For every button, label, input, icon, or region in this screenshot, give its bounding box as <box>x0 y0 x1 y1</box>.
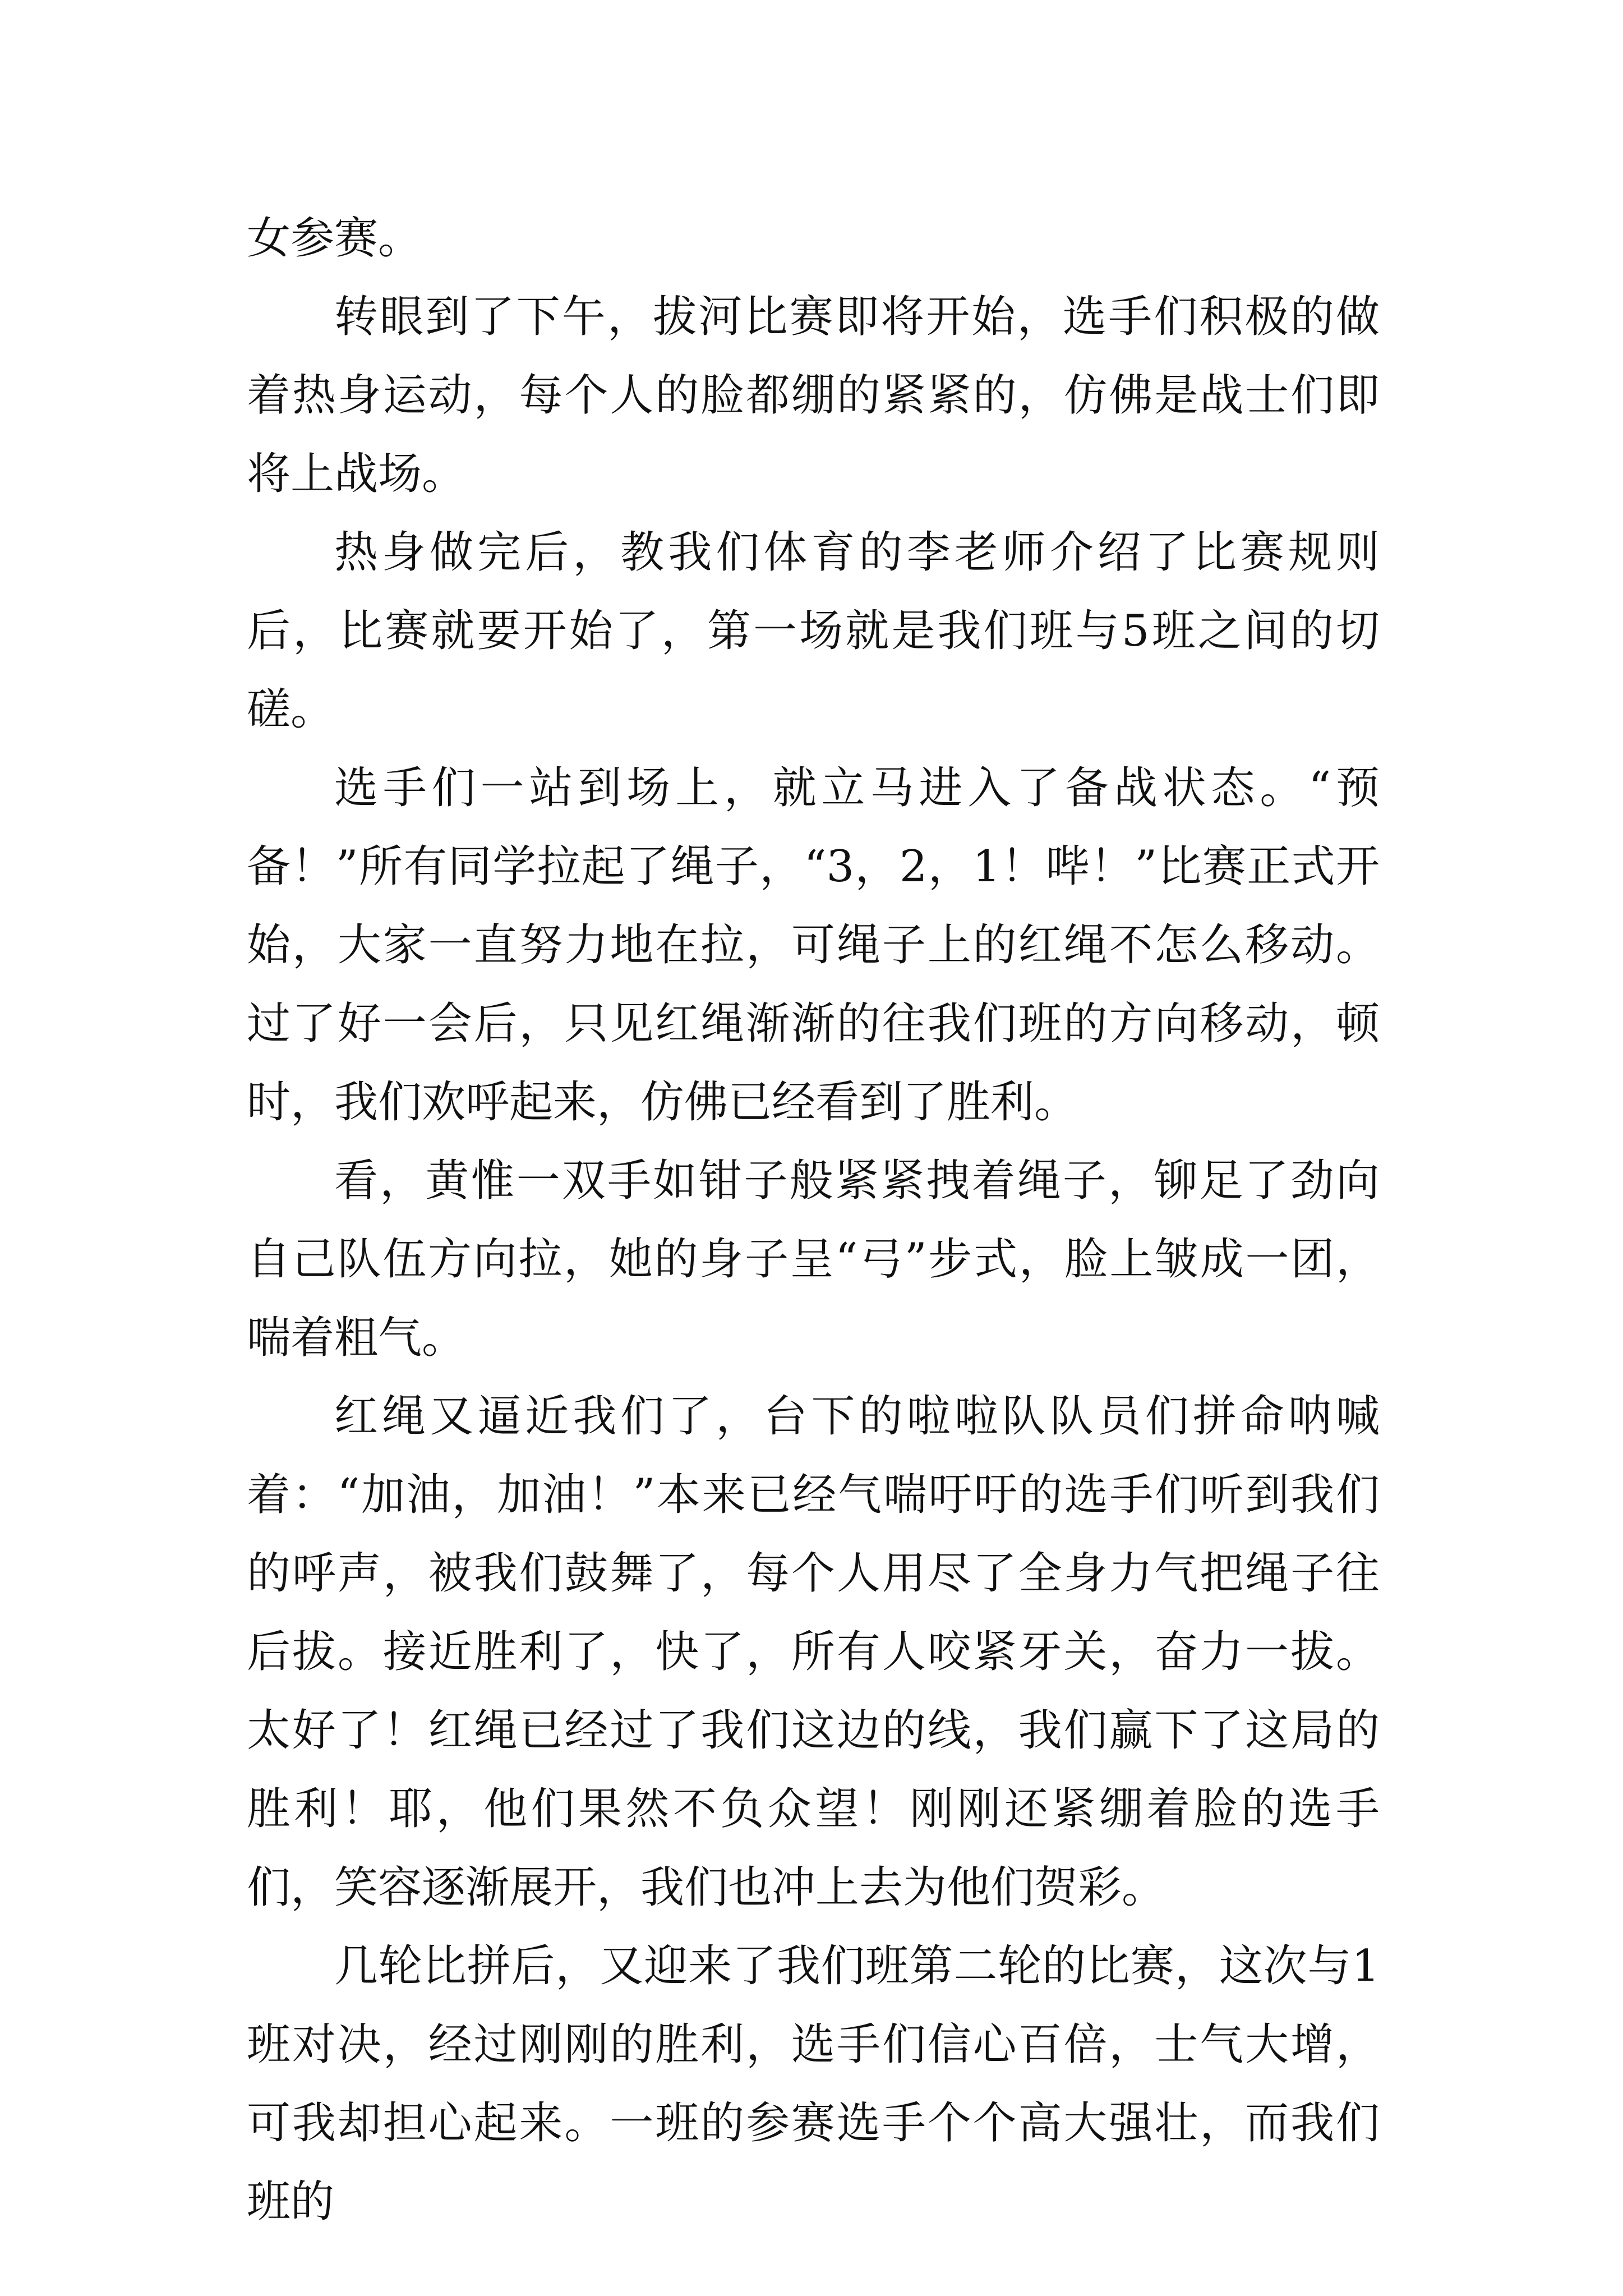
paragraph-4: 选手们一站到场上，就立马进入了备战状态。“预备！”所有同学拉起了绳子，“3，2，1！哔！”比赛正式开始，大家一直努力地在拉，可绳子上的红绳不怎么移动。过了好一会后，只见红绳渐渐的往我们班的方向移动，顿时，我们欢呼起来，仿佛已经看到了胜利。 <box>247 763 1380 1128</box>
paragraph-5: 看，黄惟一双手如钳子般紧紧拽着绳子，铆足了劲向自己队伍方向拉，她的身子呈“弓”步式，脸上皱成一团，喘着粗气。 <box>247 1156 1380 1363</box>
paragraph-6: 红绳又逼近我们了，台下的啦啦队队员们拼命呐喊着：“加油，加油！”本来已经气喘吁吁的选手们听到我们的呼声，被我们鼓舞了，每个人用尽了全身力气把绳子往后拔。接近胜利了，快了，所有人咬紧牙关，奋力一拔。太好了！红绳已经过了我们这边的线，我们赢下了这局的胜利！耶，他们果然不负众望！刚刚还紧绷着脸的选手们，笑容逐渐展开，我们也冲上去为他们贺彩。 <box>247 1391 1380 1913</box>
paragraph-3: 热身做完后，教我们体育的李老师介绍了比赛规则后，比赛就要开始了，第一场就是我们班与5班之间的切磋。 <box>247 527 1380 735</box>
article-body <box>247 199 1380 2241</box>
paragraph-7: 几轮比拼后，又迎来了我们班第二轮的比赛，这次与1班对决，经过刚刚的胜利，选手们信心百倍，士气大增，可我却担心起来。一班的参赛选手个个高大强壮，而我们班的 <box>247 1941 1380 2227</box>
paragraph-1: 女参赛。 <box>247 213 422 264</box>
paragraph-2: 转眼到了下午，拔河比赛即将开始，选手们积极的做着热身运动，每个人的脸都绷的紧紧的，仿佛是战士们即将上战场。 <box>247 292 1380 499</box>
